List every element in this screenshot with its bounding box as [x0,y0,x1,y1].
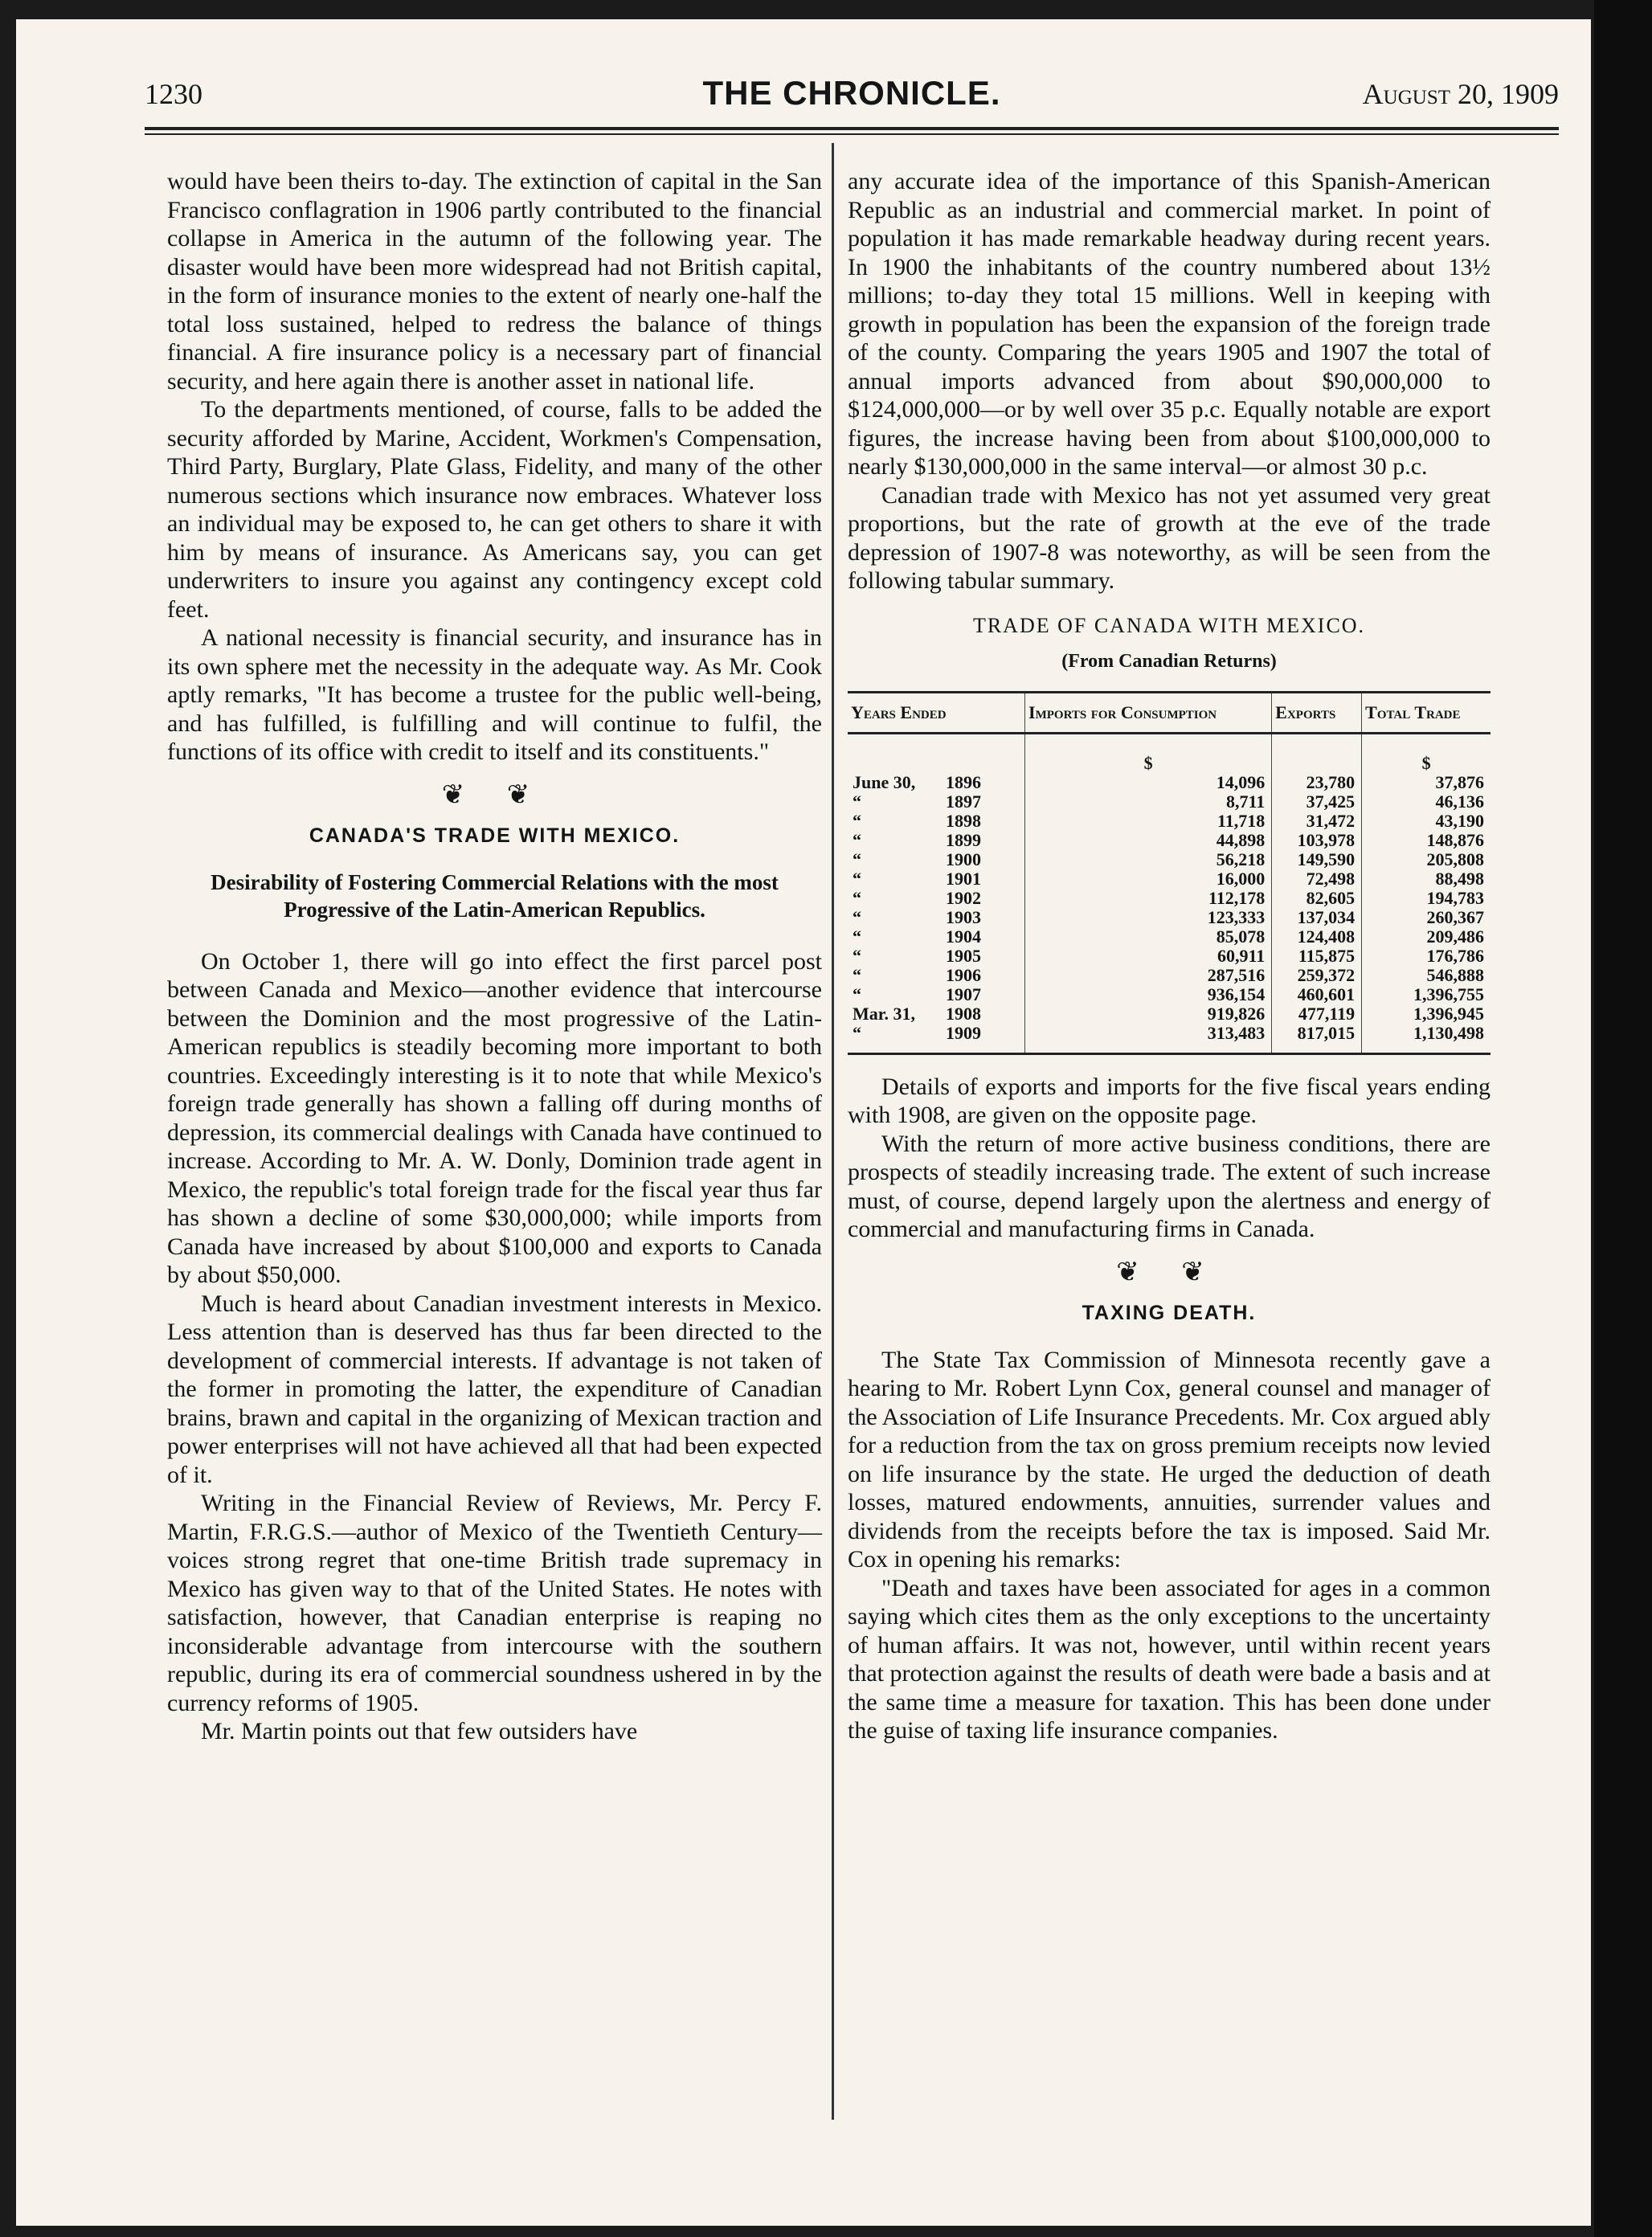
year-label: 1908 [946,1003,981,1024]
date-label: “ [853,887,861,908]
exports-cell: 23,780 [1272,773,1362,792]
exports-cell: 460,601 [1272,985,1362,1004]
table-row [848,869,1490,889]
year-cell [848,869,1025,889]
imports-cell: 60,911 [1025,947,1272,966]
date-label: “ [853,829,861,850]
total-cell: 176,786 [1362,947,1490,966]
imports-cell: 16,000 [1025,869,1272,889]
table-row [848,792,1490,812]
year-cell [848,831,1025,850]
total-cell: 194,783 [1362,889,1490,908]
header-rule [145,127,1559,130]
exports-cell: 137,034 [1272,908,1362,927]
unit-row [848,733,1490,773]
date-label: “ [853,984,861,1004]
exports-cell: 124,408 [1272,927,1362,947]
year-cell [848,966,1025,985]
exports-cell: 259,372 [1272,966,1362,985]
imports-cell: 919,826 [1025,1004,1272,1024]
imports-cell: 11,718 [1025,812,1272,831]
paragraph: With the return of more active business conditions, there are prospects of steadily increasing trade. The extent of such increase must, of course, depend largely upon the alertness and energy of commercial and manufacturing firms in Canada. [848,1130,1490,1242]
paragraph: would have been theirs to-day. The extinction of capital in the San Francisco conflagration in 1906 partly contributed to the financial collapse in America in the autumn of the following year. The disaster would have been more widespread had not British capital, in the form of insurance monies to the extent of nearly one-half the total loss sustained, helped to redress the balance of things financial. A fire insurance policy is a necessary part of financial security, and here again there is another asset in national life. [167,168,822,395]
paragraph: Mr. Martin points out that few outsiders have [201,1718,638,1744]
unit-cell [1272,733,1362,773]
table-row [848,889,1490,908]
article-subtitle: Desirability of Fostering Commercial Relations with the most Progressive of the Latin-American Republics. [211,869,779,922]
total-cell: 209,486 [1362,927,1490,947]
date-label: Mar. 31, [853,1003,916,1024]
year-cell [848,889,1025,908]
column-header: Exports [1272,692,1362,733]
table-title: TRADE OF CANADA WITH MEXICO. [972,613,1366,637]
paragraph: Writing in the Financial Review of Reviews, Mr. Percy F. Martin, F.R.G.S.—author of Mexico of the Twentieth Century—voices strong regret that one-time British trade supremacy in Mexico has given way to that of the United States. He notes with satisfaction, however, that Canadian enterprise is reaping no inconsiderable advantage from intercourse with the southern republic, during its era of commercial soundness ushered in by the currency reforms of 1905. [167,1490,822,1716]
table-subtitle: (From Canadian Returns) [1061,651,1277,672]
table-row [848,947,1490,966]
page-header [145,74,1559,125]
total-cell: 1,130,498 [1362,1024,1490,1054]
paragraph: To the departments mentioned, of course, falls to be added the security afforded by Marine, Accident, Workmen's Compensation, Third Party, Burglary, Plate Glass, Fidelity, and many of the other numerous sections which insurance now embraces. Whatever loss an individual may be exposed to, he can get others to share it with him by means of insurance. As Americans say, you can get underwriters to insure you against any contingency except cold feet. [167,396,822,623]
total-cell: 1,396,945 [1362,1004,1490,1024]
imports-cell: 287,516 [1025,966,1272,985]
total-cell: 88,498 [1362,869,1490,889]
paragraph: On October 1, there will go into effect the first parcel post between Canada and Mexico—another evidence that intercourse between the Dominion and the most progressive of the Latin-American republics is steadily becoming more important to both countries. Exceedingly interesting is it to note that while Mexico's foreign trade generally has shown a falling off during months of depression, its commercial dealings with Canada have continued to increase. According to Mr. A. W. Donly, Dominion trade agent in Mexico, the republic's total foreign trade for the fiscal year thus far has shown a decline of some $30,000,000; while imports from Canada have increased by about $100,000 and exports to Canada by about $50,000. [167,947,822,1288]
column-header: Imports for Consumption [1025,692,1272,733]
year-label: 1903 [946,906,981,927]
header-rule-thin [145,133,1559,135]
date-label: “ [853,906,861,927]
column-divider [832,143,834,2120]
year-label: 1899 [946,829,981,850]
table-row [848,908,1490,927]
unit-cell [848,733,1025,773]
paragraph: Much is heard about Canadian investment interests in Mexico. Less attention than is deserved has thus far been directed to the development of commercial interests. If advantage is not taken of the former in promoting the latter, the expenditure of Canadian brains, brawn and capital in the organizing of Mexican traction and power enterprises will not have achieved all that had been expected of it. [167,1290,822,1488]
ornament-fleuron: ❦ ❦ [1116,1257,1222,1287]
table-row [848,850,1490,869]
ornament-fleuron: ❦ ❦ [441,779,548,810]
year-label: 1901 [946,868,981,889]
paragraph: Details of exports and imports for the five fiscal years ending with 1908, are given on the opposite page. [848,1073,1490,1128]
imports-cell: 44,898 [1025,831,1272,850]
imports-cell: 123,333 [1025,908,1272,927]
paragraph: Canadian trade with Mexico has not yet assumed very great proportions, but the rate of growth at the eve of the trade depression of 1907-8 was noteworthy, as will be seen from the following tabular summary. [848,481,1490,594]
paragraph: A national necessity is financial security, and insurance has in its own sphere met the necessity in the adequate way. As Mr. Cook aptly remarks, "It has become a trustee for the public well-being, and has fulfilled, is fulfilling and will continue to fulfil, the functions of its office with credit to itself and its constituents." [167,624,822,765]
year-label: 1905 [946,945,981,966]
year-label: 1904 [946,926,981,947]
total-cell: 37,876 [1362,773,1490,792]
year-cell [848,908,1025,927]
exports-cell: 37,425 [1272,792,1362,812]
paragraph: "Death and taxes have been associated for ages in a common saying which cites them as the only exceptions to the uncertainty of human affairs. It was not, however, until within recent years that protection against the results of death were bade a basis and at the same time a measure for taxation. This has been done under the guise of taxing life insurance companies. [848,1574,1490,1744]
date-label: “ [853,868,861,889]
date-label: “ [853,791,861,812]
table-row [848,1024,1490,1054]
issue-date: August 20, 1909 [1362,78,1559,110]
total-cell: 205,808 [1362,850,1490,869]
imports-cell: 936,154 [1025,985,1272,1004]
date-label: “ [853,964,861,985]
year-cell [848,927,1025,947]
exports-cell: 103,978 [1272,831,1362,850]
year-cell [848,1004,1025,1024]
year-cell [848,947,1025,966]
year-label: 1897 [946,791,981,812]
total-cell: 148,876 [1362,831,1490,850]
left-column [167,167,822,1746]
year-cell [848,812,1025,831]
article-title: CANADA'S TRADE WITH MEXICO. [309,824,681,847]
imports-cell: 112,178 [1025,889,1272,908]
year-label: 1907 [946,984,981,1004]
date-label: “ [853,810,861,831]
table-row [848,927,1490,947]
page-number: 1230 [145,78,202,110]
exports-cell: 31,472 [1272,812,1362,831]
imports-cell: 313,483 [1025,1024,1272,1054]
year-label: 1896 [946,771,981,792]
year-label: 1902 [946,887,981,908]
imports-cell: 8,711 [1025,792,1272,812]
column-header: Years Ended [848,692,1025,733]
year-label: 1900 [946,849,981,869]
table-row [848,773,1490,792]
column-header: Total Trade [1362,692,1490,733]
year-cell [848,985,1025,1004]
table-row [848,1004,1490,1024]
year-cell [848,850,1025,869]
article-title: TAXING DEATH. [1082,1302,1257,1324]
scan-edge [1594,0,1652,2237]
exports-cell: 72,498 [1272,869,1362,889]
unit-cell: $ [1025,733,1272,773]
date-label: “ [853,849,861,869]
date-label: “ [853,926,861,947]
exports-cell: 82,605 [1272,889,1362,908]
date-label: “ [853,945,861,966]
date-label: June 30, [853,771,916,792]
imports-cell: 85,078 [1025,927,1272,947]
date-label: “ [853,1022,861,1043]
table-row [848,831,1490,850]
year-label: 1898 [946,810,981,831]
imports-cell: 14,096 [1025,773,1272,792]
total-cell: 46,136 [1362,792,1490,812]
paragraph: The State Tax Commission of Minnesota recently gave a hearing to Mr. Robert Lynn Cox, general counsel and manager of the Association of Life Insurance Precedents. Mr. Cox argued ably for a reduction from the tax on gross premium receipts now levied on life insurance by the state. He urged the deduction of death losses, matured endowments, annuities, surrender values and dividends from the receipts before the tax is imposed. Said Mr. Cox in opening his remarks: [848,1346,1490,1572]
total-cell: 260,367 [1362,908,1490,927]
publication-title: THE CHRONICLE. [702,74,1001,112]
exports-cell: 817,015 [1272,1024,1362,1054]
table-header-row [848,692,1490,733]
imports-cell: 56,218 [1025,850,1272,869]
year-label: 1909 [946,1022,981,1043]
exports-cell: 477,119 [1272,1004,1362,1024]
table-row [848,812,1490,831]
unit-cell: $ [1362,733,1490,773]
year-cell [848,792,1025,812]
right-column [848,167,1490,1745]
exports-cell: 149,590 [1272,850,1362,869]
total-cell: 546,888 [1362,966,1490,985]
exports-cell: 115,875 [1272,947,1362,966]
trade-table [848,691,1490,1055]
table-row [848,985,1490,1004]
year-cell [848,773,1025,792]
year-cell [848,1024,1025,1054]
table-row [848,966,1490,985]
total-cell: 43,190 [1362,812,1490,831]
after-table-text [848,1073,1490,1244]
paragraph: any accurate idea of the importance of this Spanish-American Republic as an industrial and commercial market. In point of population it has made remarkable headway during recent years. In 1900 the inhabitants of the country numbered about 13½ millions; to-day they total 15 millions. Well in keeping with growth in population has been the expansion of the foreign trade of the county. Comparing the years 1905 and 1907 the total of annual imports advanced from about $90,000,000 to $124,000,000—or by well over 35 p.c. Equally notable are export figures, the increase having been from about $100,000,000 to nearly $130,000,000 in the same interval—or almost 30 p.c. [848,168,1490,480]
total-cell: 1,396,755 [1362,985,1490,1004]
year-label: 1906 [946,964,981,985]
